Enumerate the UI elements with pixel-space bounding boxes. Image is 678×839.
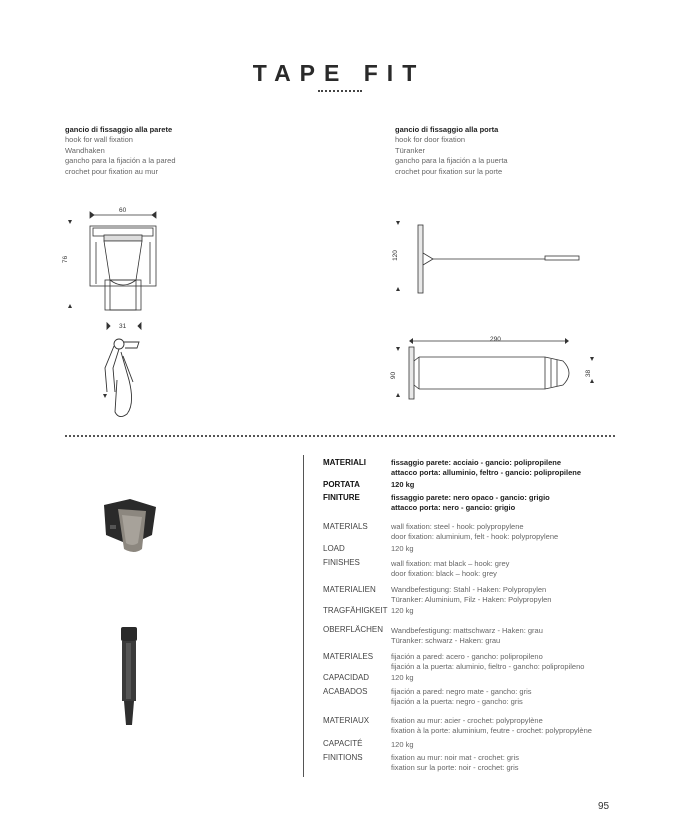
wall-hook-description — [65, 124, 176, 177]
fr-material-label: MATERIAUX — [323, 716, 370, 725]
es-load-label: CAPACIDAD — [323, 673, 370, 682]
it-portata: 120 kg — [391, 480, 415, 489]
it-materiali-label: MATERIALI — [323, 458, 366, 467]
fr-finish-1: fixation au mur: noir mat - crochet: gris — [391, 753, 519, 762]
title-divider — [318, 90, 362, 92]
it-materiali-2: attacco porta: alluminio, feltro - gancio: polipropilene — [391, 468, 582, 477]
en-finishes-label: FINISHES — [323, 558, 360, 567]
en-materials-1: wall fixation: steel - hook: polypropylene — [391, 522, 524, 531]
door-hook-line-es: gancho para la fijación a la puerta — [395, 156, 508, 165]
wall-hook-side-drawing — [95, 320, 155, 425]
de-material-1: Wandbefestigung: Stahl - Haken: Polypropylen — [391, 585, 547, 594]
en-finishes-2: door fixation: black – hook: grey — [391, 569, 497, 578]
wall-hook-line-fr: crochet pour fixation au mur — [65, 166, 158, 176]
wall-hook-line-de: Wandhaken — [65, 145, 105, 155]
de-material-label: MATERIALIEN — [323, 585, 376, 594]
door-hook-line-en: hook for door fixation — [395, 135, 466, 144]
section-divider — [65, 435, 615, 437]
wall-hook-line-es: gancho para la fijación a la pared — [65, 156, 176, 165]
en-load-label: LOAD — [323, 544, 345, 553]
door-hook-photo — [114, 625, 144, 735]
fr-material-1: fixation au mur: acier - crochet: polypropylène — [391, 716, 543, 725]
dim-door-diameter: 38 — [585, 369, 593, 378]
fr-material-2: fixation à la porte: aluminium, feutre - crochet: polypropylène — [391, 726, 592, 735]
de-material-2: Türanker: Aluminium, Filz - Haken: Polypropylen — [391, 595, 552, 604]
wall-hook-photo — [100, 495, 162, 557]
en-materials-label: MATERIALS — [323, 522, 368, 531]
wall-hook-line-en: hook for wall fixation — [65, 135, 133, 144]
es-finish-1: fijación a pared: negro mate - gancho: gris — [391, 687, 532, 696]
it-finiture-label: FINITURE — [323, 493, 360, 502]
es-load: 120 kg — [391, 673, 414, 682]
es-material-2: fijación a la puerta: aluminio, fieltro - gancho: polipropileno — [391, 662, 585, 671]
door-hook-side-drawing — [385, 215, 585, 300]
wall-hook-title: gancio di fissaggio alla parete — [65, 125, 173, 134]
es-finish-2: fijación a la puerta: negro - gancho: gris — [391, 697, 523, 706]
fr-finish-2: fixation sur la porte: noir - crochet: gris — [391, 763, 519, 772]
es-finish-label: ACABADOS — [323, 687, 368, 696]
door-hook-description — [395, 124, 508, 177]
fr-finish-label: FINITIONS — [323, 753, 363, 762]
dim-depth: 31 — [119, 323, 127, 330]
wall-hook-front-drawing — [60, 200, 170, 315]
en-materials-2: door fixation: aluminium, felt - hook: polypropylene — [391, 532, 559, 541]
door-hook-line-fr: crochet pour fixation sur la porte — [395, 166, 503, 176]
door-hook-top-drawing — [385, 335, 605, 405]
es-material-1: fijación a pared: acero - gancho: polipropileno — [391, 652, 543, 661]
dim-door-length: 290 — [490, 336, 501, 343]
door-hook-line-de: Türanker — [395, 145, 426, 155]
it-materiali-1: fissaggio parete: acciaio - gancio: polipropilene — [391, 458, 562, 467]
de-load: 120 kg — [391, 606, 414, 615]
dim-door-height: 120 — [391, 250, 399, 261]
door-hook-title: gancio di fissaggio alla porta — [395, 125, 499, 134]
en-load: 120 kg — [391, 544, 414, 553]
dim-height: 76 — [62, 255, 70, 264]
de-finish-1: Wandbefestigung: mattschwarz - Haken: grau — [391, 626, 543, 635]
it-finiture-2: attacco porta: nero - gancio: grigio — [391, 503, 516, 512]
dim-door-height2: 90 — [390, 371, 398, 380]
de-finish-label: OBERFLÄCHEN — [323, 625, 384, 634]
de-load-label: TRAGFÄHIGKEIT — [323, 606, 388, 615]
spec-vertical-rule — [303, 455, 304, 777]
dim-width: 60 — [119, 207, 127, 214]
fr-load-label: CAPACITÉ — [323, 739, 363, 748]
page-number: 95 — [598, 801, 610, 812]
en-finishes-1: wall fixation: mat black – hook: grey — [391, 559, 510, 568]
page-title: TAPE FIT — [252, 60, 426, 86]
de-finish-2: Türanker: schwarz - Haken: grau — [391, 636, 501, 645]
es-material-label: MATERIALES — [323, 652, 374, 661]
it-portata-label: PORTATA — [323, 480, 360, 489]
fr-load: 120 kg — [391, 740, 414, 749]
it-finiture-1: fissaggio parete: nero opaco - gancio: grigio — [391, 493, 550, 502]
